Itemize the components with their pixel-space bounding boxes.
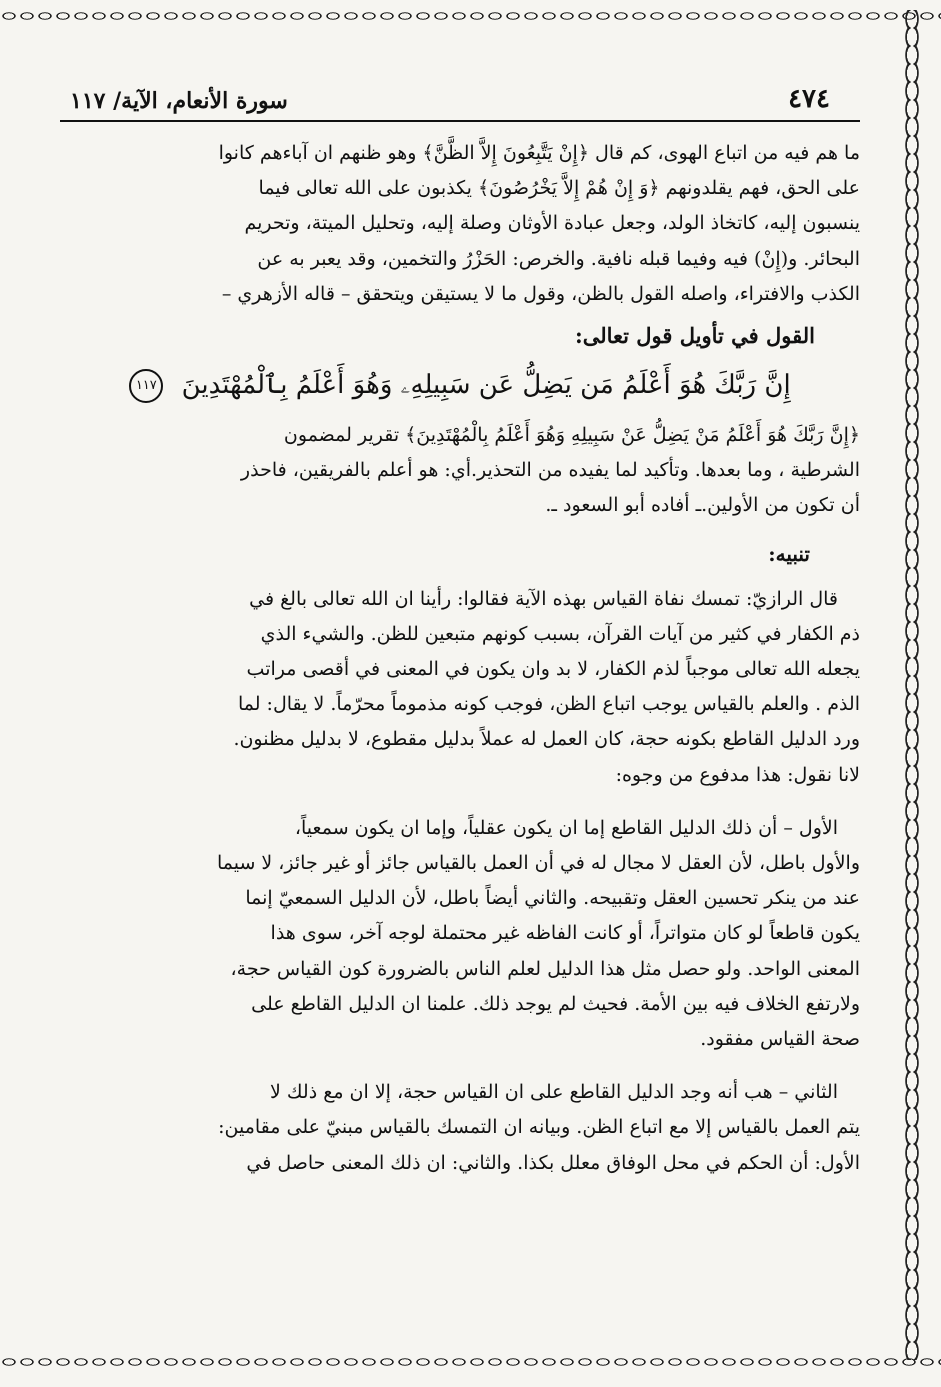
- page-header: [60, 70, 860, 122]
- page-number: ٤٧٤: [788, 84, 830, 114]
- verse-text: إِنَّ رَبَّكَ هُوَ أَعْلَمُ مَن يَضِلُّ عَن سَبِيلِهِۦ وَهُوَ أَعْلَمُ بِٱلْمُهْتَدِينَ: [181, 370, 791, 401]
- text-line: لانا نقول: هذا مدفوع من وجوه:: [615, 763, 860, 786]
- text-line: على الحق، فهم يقلدونهم ﴿وَ إِنْ هُمْ إِلاَّ يَخْرُصُونَ﴾ يكذبون على الله تعالى فيما: [258, 177, 860, 200]
- paragraph-3: [60, 582, 860, 793]
- text-line: الأول – أن ذلك الدليل القاطع إما ان يكون عقلياً، وإما ان يكون سمعياً،: [294, 816, 838, 839]
- surah-reference: سورة الأنعام، الآية/ ١١٧: [70, 88, 288, 114]
- bottom-chain-border: [0, 1352, 941, 1372]
- text-line: ورد الدليل القاطع بكونه حجة، كان العمل له عملاً بدليل مقطوع، لا بدليل مظنون.: [233, 728, 860, 751]
- text-line: أن تكون من الأولين.ـ أفاده أبو السعود ـ.: [545, 494, 860, 517]
- page: [60, 70, 860, 1340]
- text-line: يجعله الله تعالى موجباً لذم الكفار، لا بد وان يكون في المعنى في أقصى مراتب: [246, 658, 860, 681]
- paragraph-1: [60, 136, 860, 312]
- text-line: الشرطية ، وما بعدها. وتأكيد لما يفيده من التحذير.أي: هو أعلم بالفريقين، فاحذر: [240, 459, 860, 482]
- text-line: عند من ينكر تحسين العقل وتقبيحه. والثاني أيضاً باطل، لأن الدليل السمعيّ إنما: [245, 887, 860, 910]
- note-heading: تنبيه:: [768, 541, 810, 566]
- right-chain-border: [900, 10, 924, 1360]
- text-line: ما هم فيه من اتباع الهوى، كم قال ﴿إِنْ يَتَّبِعُونَ إِلاَّ الظَّنَّ﴾ وهو ظنهم ان آباءهم كانوا: [218, 142, 860, 164]
- text-line: قال الرازيّ: تمسك نفاة القياس بهذه الآية فقالوا: رأينا ان الله تعالى بالغ في: [249, 587, 838, 610]
- text-line: يكون قاطعاً لو كان متواتراً، أو كانت الفاظه غير محتملة لوجه آخر، سوى هذا: [270, 922, 860, 945]
- text-line: الذم . والعلم بالقياس يوجب اتباع الظن، فوجب كونه مذموماً محرّماً. لا يقال: لما: [237, 693, 860, 716]
- text-line: والأول باطل، لأن العقل لا مجال له في أن العمل بالقياس جائز أو غير جائز، لا سيما: [216, 852, 860, 875]
- quran-verse: [60, 358, 860, 412]
- text-line: ينسبون إليه، كاتخاذ الولد، وجعل عبادة الأوثان وصلة إليه، وتحليل الميتة، وتحريم: [244, 212, 860, 235]
- top-chain-border: [0, 6, 941, 26]
- body-text: [60, 136, 860, 1181]
- paragraph-4: [60, 811, 860, 1057]
- text-line: ولارتفع الخلاف فيه بين الأمة. فحيث لم يوجد ذلك. علمنا ان الدليل القاطع على: [251, 992, 860, 1015]
- paragraph-2: [60, 418, 860, 524]
- text-line: الأول: أن الحكم في محل الوفاق معلل بكذا. والثاني: ان ذلك المعنى حاصل في: [246, 1151, 860, 1174]
- section-heading: القول في تأويل قول تعالى:: [574, 323, 815, 349]
- text-line: المعنى الواحد. ولو حصل مثل هذا الدليل لعلم الناس بالضرورة كون القياس حجة،: [230, 957, 860, 980]
- paragraph-5: [60, 1075, 860, 1181]
- text-line: الكذب والافتراء، واصله القول بالظن، وقول ما لا يستيقن ويتحقق – قاله الأزهري –: [221, 282, 860, 305]
- text-line: الثاني – هب أنه وجد الدليل القاطع على ان القياس حجة، إلا ان مع ذلك لا: [270, 1081, 838, 1104]
- text-line: صحة القياس مفقود.: [700, 1028, 860, 1051]
- text-line: ﴿إِنَّ رَبَّكَ هُوَ أَعْلَمُ مَنْ يَضِلُّ عَنْ سَبِيلِهِ وَهُوَ أَعْلَمُ بِالْمُهْتَدِينَ﴾ تقرير لمضمون: [283, 424, 860, 447]
- verse-number-mark: ١١٧: [129, 369, 163, 403]
- text-line: ذم الكفار في كثير من آيات القرآن، بسبب كونهم متبعين للظن. والشيء الذي: [260, 622, 860, 645]
- text-line: البحائر. و(إِنْ) فيه وفيما قبله نافية. والخرص: الحَزْرُ والتخمين، وقد يعبر به عن: [257, 247, 860, 270]
- text-line: يتم العمل بالقياس إلا مع اتباع الظن. وبيانه ان التمسك بالقياس مبنيّ على مقامين:: [218, 1116, 860, 1139]
